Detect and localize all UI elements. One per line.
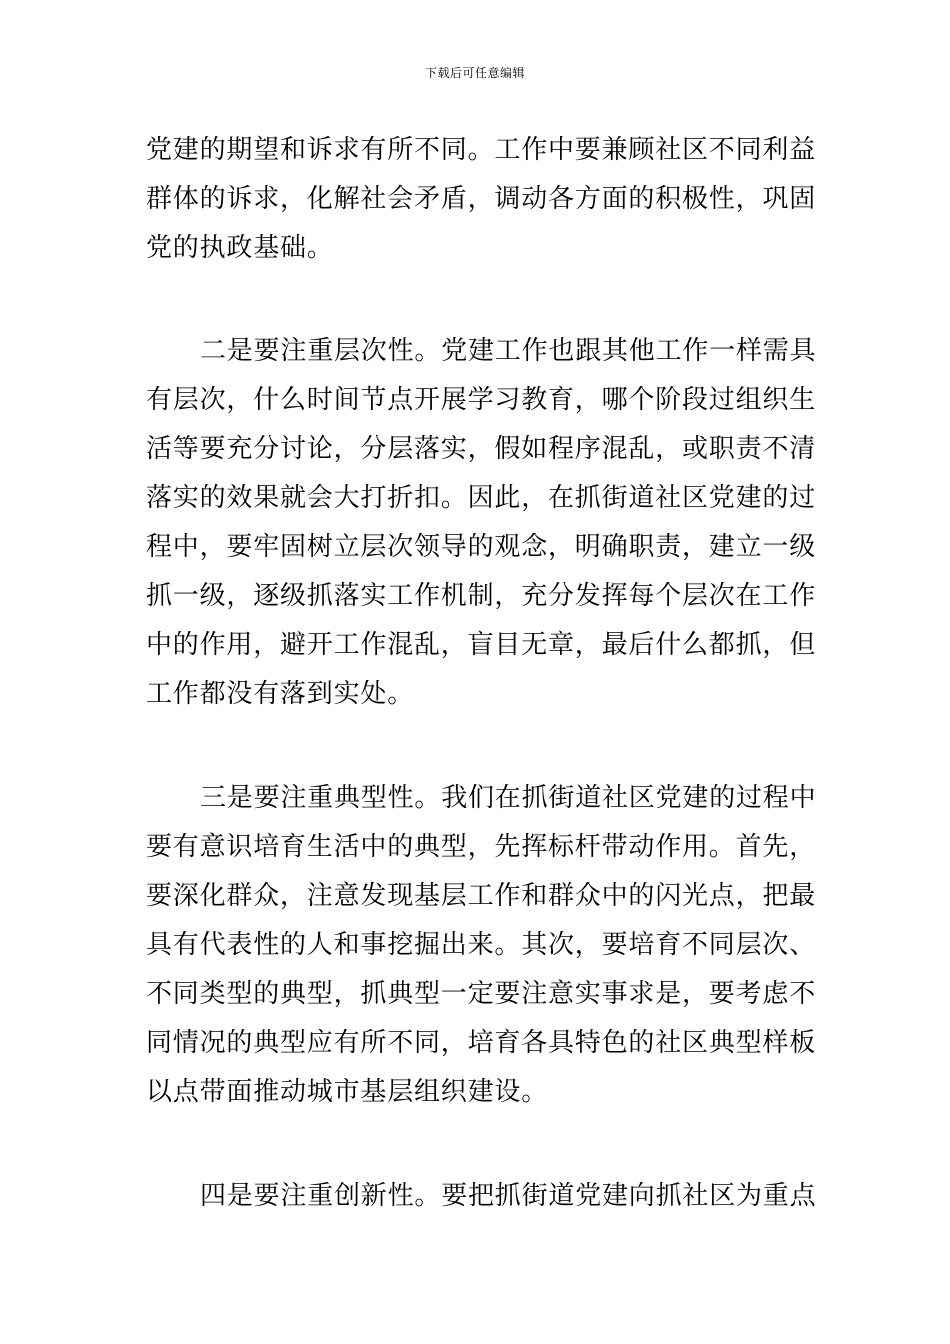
paragraph-line: 中的作用，避开工作混乱，盲目无章，最后什么都抓，但: [146, 630, 817, 660]
paragraph-line: 抓一级，逐级抓落实工作机制，充分发挥每个层次在工作: [146, 581, 817, 611]
paragraph-1: [146, 126, 817, 273]
paragraph-line: 程中，要牢固树立层次领导的观念，明确职责，建立一级: [146, 532, 817, 562]
paragraph-4: [146, 1172, 817, 1221]
paragraph-line: 活等要充分讨论，分层落实，假如程序混乱，或职责不清: [146, 434, 817, 464]
paragraph-line: 群体的诉求，化解社会矛盾，调动各方面的积极性，巩固: [146, 184, 817, 214]
paragraph-line: 要深化群众，注意发现基层工作和群众中的闪光点，把最: [146, 881, 817, 911]
paragraph-line: 党的执政基础。: [146, 233, 334, 263]
paragraph-line: 落实的效果就会大打折扣。因此，在抓街道社区党建的过: [146, 483, 817, 513]
header-note: 下载后可任意编辑: [424, 66, 525, 80]
paragraph-line: 要有意识培育生活中的典型，先挥标杆带动作用。首先，: [146, 832, 817, 862]
paragraph-line: 以点带面推动城市基层组织建设。: [146, 1077, 549, 1107]
paragraph-line: 具有代表性的人和事挖掘出来。其次，要培育不同层次、: [146, 930, 817, 960]
paragraph-3: [146, 774, 817, 1117]
paragraph-line: 四是要注重创新性。要把抓街道党建向抓社区为重点: [200, 1181, 817, 1211]
paragraph-line: 有层次，什么时间节点开展学习教育，哪个阶段过组织生: [146, 385, 817, 415]
paragraph-line: 不同类型的典型，抓典型一定要注意实事求是，要考虑不: [146, 979, 817, 1009]
paragraph-2: [146, 327, 817, 719]
paragraph-line: 工作都没有落到实处。: [146, 679, 415, 709]
paragraph-line: 三是要注重典型性。我们在抓街道社区党建的过程中: [200, 783, 817, 813]
paragraph-line: 二是要注重层次性。党建工作也跟其他工作一样需具: [200, 336, 817, 366]
paragraph-line: 同情况的典型应有所不同，培育各具特色的社区典型样板: [146, 1028, 817, 1058]
paragraph-line: 党建的期望和诉求有所不同。工作中要兼顾社区不同利益: [146, 135, 817, 165]
